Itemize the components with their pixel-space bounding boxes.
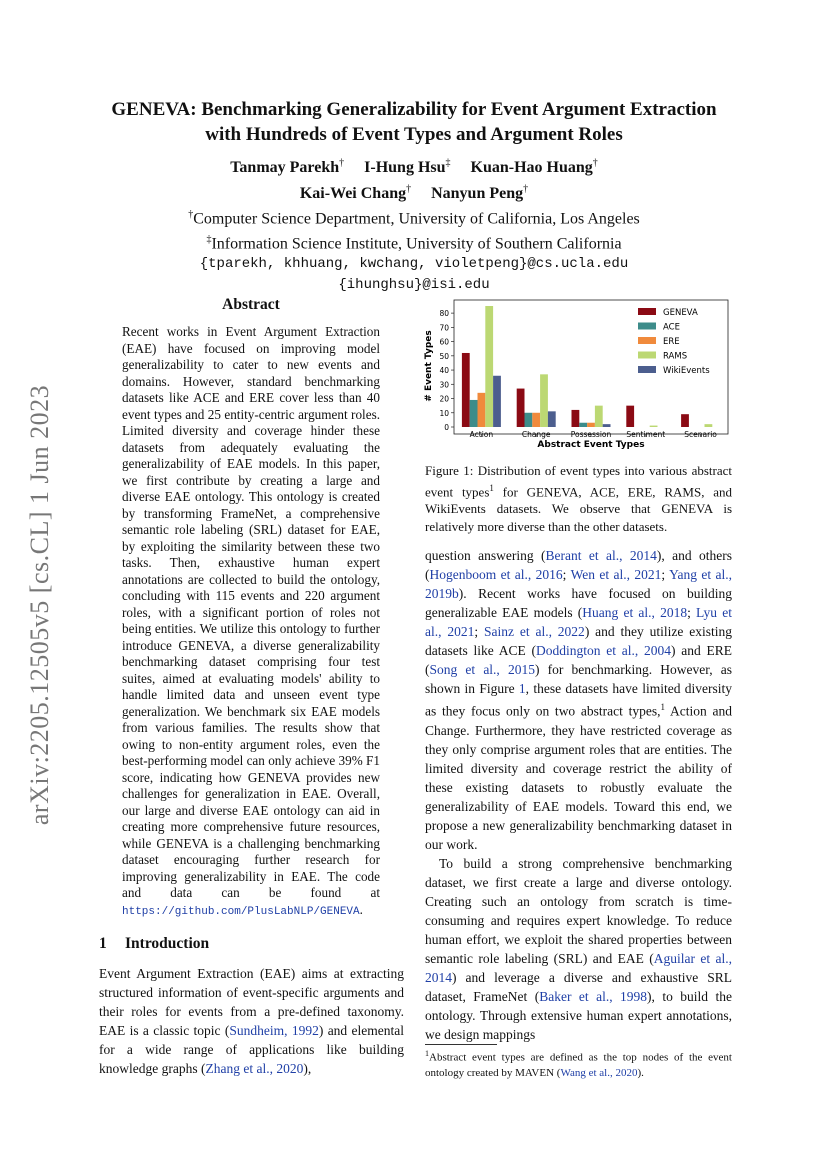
paragraph: To build a strong comprehensive benchmarking dataset, we first create a large and diverse ontology. Creating such an ontology from scratch is time-consuming and requires expert knowledge. To reduce human effort, we exploit the shared properties between semantic role labeling (SRL) and EAE (Aguilar et al., 2014) and leverage a diverse and exhaustive SRL dataset, FrameNet (Baker et al., 1998), to build the ontology. Through extensive human expert annotations, we design mappings bbox=[425, 855, 732, 1042]
bar bbox=[517, 389, 525, 427]
author-names-line-1 bbox=[60, 153, 768, 178]
footnote: $^1$Abstract event types are defined as the top nodes of the event ontology created by MAVEN (Wang et al., 2020). bbox=[425, 1049, 732, 1079]
legend-swatch bbox=[638, 308, 656, 315]
citation-link[interactable]: Yang et al., 2019b bbox=[425, 567, 732, 601]
email-isi: {ihunghsu}@isi.edu bbox=[338, 277, 490, 294]
y-tick-label: 20 bbox=[439, 394, 449, 404]
citation-link[interactable]: Huang et al., 2018 bbox=[582, 605, 688, 620]
legend-label: WikiEvents bbox=[663, 366, 710, 376]
bar bbox=[705, 424, 713, 427]
bar bbox=[485, 306, 493, 427]
author-block bbox=[60, 153, 768, 296]
bar bbox=[650, 426, 658, 427]
legend-swatch bbox=[638, 366, 656, 373]
citation-link[interactable]: Zhang et al., 2020 bbox=[205, 1061, 304, 1076]
author: Kuan-Hao Huang† bbox=[470, 158, 598, 177]
bar bbox=[572, 410, 580, 427]
paragraph: question answering (Berant et al., 2014), and others (Hogenboom et al., 2016; Wen et al., 2021; Yang et al., 2019b). Recent works have focused on building generalizable EAE models (Huang et al., 2018; Lyu et al., 2021; Sainz et al., 2022) and they utilize existing datasets like ACE (Doddington et al., 2004) and ERE (Song et al., 2015) for benchmarking. However, as shown in Figure 1, these datasets have limited diversity as they focus only on two abstract types,$^1$ Action and Change. Furthermore, they have restricted coverage as they only comprise argument roles that are entities. The limited diversity and coverage restrict the ability of these existing datasets to robustly evaluate the generalizability of EAE models. Toward this end, we propose a new generalizability benchmarking dataset in our work. bbox=[425, 548, 733, 852]
bar bbox=[595, 406, 603, 427]
footnote-marker[interactable]: 1 bbox=[660, 702, 666, 712]
y-tick-label: 40 bbox=[439, 366, 449, 376]
code-url-link[interactable]: https://github.com/PlusLabNLP/GENEVA bbox=[122, 905, 360, 918]
bar bbox=[532, 413, 540, 427]
bar bbox=[462, 353, 470, 427]
legend-swatch bbox=[638, 323, 656, 330]
x-tick-label: Possession bbox=[570, 430, 612, 439]
figure-caption: Figure 1: Distribution of event types into various abstract event types$^1$ for GENEVA, ACE, ERE, RAMS, and WikiEvents datasets. We observe that GENEVA is relatively more diverse than the other datasets. bbox=[425, 463, 733, 534]
footnote-divider bbox=[425, 1044, 497, 1045]
bar bbox=[548, 411, 556, 427]
x-tick-label: Action bbox=[469, 430, 494, 439]
y-axis-label: # Event Types bbox=[424, 330, 434, 402]
author-names-line-2 bbox=[60, 178, 768, 203]
figure-ref-link[interactable]: 1 bbox=[518, 681, 526, 696]
legend-label: ERE bbox=[663, 337, 680, 347]
y-tick-label: 10 bbox=[439, 408, 449, 418]
bar bbox=[587, 423, 595, 427]
citation-link[interactable]: Hogenboom et al., 2016 bbox=[429, 567, 563, 582]
bar bbox=[540, 374, 548, 427]
bar bbox=[603, 424, 611, 427]
bar bbox=[626, 406, 634, 427]
bar bbox=[681, 414, 689, 427]
x-tick-label: Change bbox=[521, 430, 551, 439]
citation-link[interactable]: Aguilar et al., 2014 bbox=[425, 950, 732, 985]
citation-link[interactable]: Song et al., 2015 bbox=[429, 662, 535, 677]
legend-label: GENEVA bbox=[663, 308, 698, 318]
y-tick-label: 50 bbox=[439, 351, 449, 361]
citation-link[interactable]: Sundheim, 1992 bbox=[229, 1023, 319, 1038]
legend-swatch bbox=[638, 352, 656, 359]
y-tick-label: 60 bbox=[439, 337, 449, 347]
arxiv-stamp: arXiv:2205.12505v5 [cs.CL] 1 Jun 2023 bbox=[25, 384, 54, 826]
x-tick-label: Sentiment bbox=[626, 430, 666, 439]
bar bbox=[525, 413, 533, 427]
abstract-heading: Abstract bbox=[222, 296, 280, 313]
affiliation-usc: ‡Information Science Institute, University of Southern California bbox=[206, 233, 622, 253]
author: Nanyun Peng† bbox=[431, 183, 529, 202]
author: Kai-Wei Chang† bbox=[299, 183, 412, 202]
bar bbox=[478, 393, 486, 427]
author: Tanmay Parekh† bbox=[230, 158, 345, 177]
y-tick-label: 70 bbox=[439, 323, 449, 333]
paper-title bbox=[60, 97, 768, 147]
y-tick-label: 0 bbox=[444, 423, 449, 432]
author: I-Hung Hsu‡ bbox=[364, 158, 451, 177]
citation-link[interactable]: Baker et al., 1998 bbox=[539, 988, 648, 1004]
x-axis-label: Abstract Event Types bbox=[537, 440, 645, 450]
y-tick-label: 80 bbox=[439, 309, 449, 319]
legend-label: RAMS bbox=[663, 351, 688, 362]
intro-paragraph: Event Argument Extraction (EAE) aims at extracting structured information of event-specific arguments and their roles for events from a pre-defined taxonomy. EAE is a classic topic (Sundheim, 1992) and elemental for a wide range of applications like building knowledge graphs (Zhang et al., 2020), bbox=[99, 966, 404, 1076]
right-column-text bbox=[425, 546, 732, 1044]
affiliation-ucla: †Computer Science Department, University of California, Los Angeles bbox=[188, 208, 640, 227]
abstract-text: Recent works in Event Argument Extraction (EAE) have focused on improving model generalizability to cater to new events and domains. However, standard benchmarking datasets like ACE and ERE cover less than 40 event types and 25 entity-centric argument roles. Limited diversity and coverage hinder these datasets from adequately evaluating the generalizability of EAE models. In this paper, we first contribute by creating a large and diverse EAE ontology. This ontology is created by transforming FrameNet, a comprehensive semantic role labeling (SRL) dataset for EAE, by exploiting the similarity between these two tasks. Then, exhaustive human expert annotations are collected to build the ontology, concluding with 115 events and 220 argument roles, with a significant portion of roles not being entities. We utilize this ontology to further introduce GENEVA, a diverse generalizability benchmarking dataset comprising four test suites, aimed at evaluating models' ability to handle limited data and unseen event type generalization. We benchmark six EAE models from various families. The results show that owing to non-entity argument roles, even the best-performing model can only achieve 39% F1 score, indicating how GENEVA provides new challenges for generalization in EAE. Overall, our large and diverse EAE ontology can aid in creating more comprehensive future resources, while GENEVA is a challenging benchmarking dataset encouraging further research for improving generalizability in EAE. The code and data can be found at https://github.com/PlusLabNLP/GENEVA. bbox=[122, 324, 380, 918]
legend-label: ACE bbox=[663, 322, 680, 333]
y-tick-label: 30 bbox=[439, 380, 449, 390]
citation-link[interactable]: Lyu et al., 2021 bbox=[425, 605, 732, 639]
section-heading-introduction: 1 Introduction bbox=[99, 935, 210, 952]
email-ucla: {tparekh, khhuang, kwchang, violetpeng}@cs.ucla.edu bbox=[199, 256, 629, 273]
figure-1-bar-chart bbox=[422, 296, 732, 458]
bar bbox=[470, 400, 478, 427]
title-line-1: GENEVA: Benchmarking Generalizability for Event Argument Extraction bbox=[111, 99, 717, 120]
citation-link[interactable]: Sainz et al., 2022 bbox=[483, 624, 585, 639]
legend-swatch bbox=[638, 337, 656, 344]
title-line-2: with Hundreds of Event Types and Argument Roles bbox=[205, 124, 623, 145]
bar bbox=[493, 376, 501, 427]
x-tick-label: Scenario bbox=[684, 430, 717, 439]
citation-link[interactable]: Doddington et al., 2004 bbox=[536, 643, 671, 658]
citation-link[interactable]: Berant et al., 2014 bbox=[545, 548, 657, 563]
citation-link[interactable]: Wang et al., 2020 bbox=[560, 1066, 638, 1079]
bar bbox=[579, 423, 587, 427]
citation-link[interactable]: Wen et al., 2021 bbox=[570, 567, 662, 582]
